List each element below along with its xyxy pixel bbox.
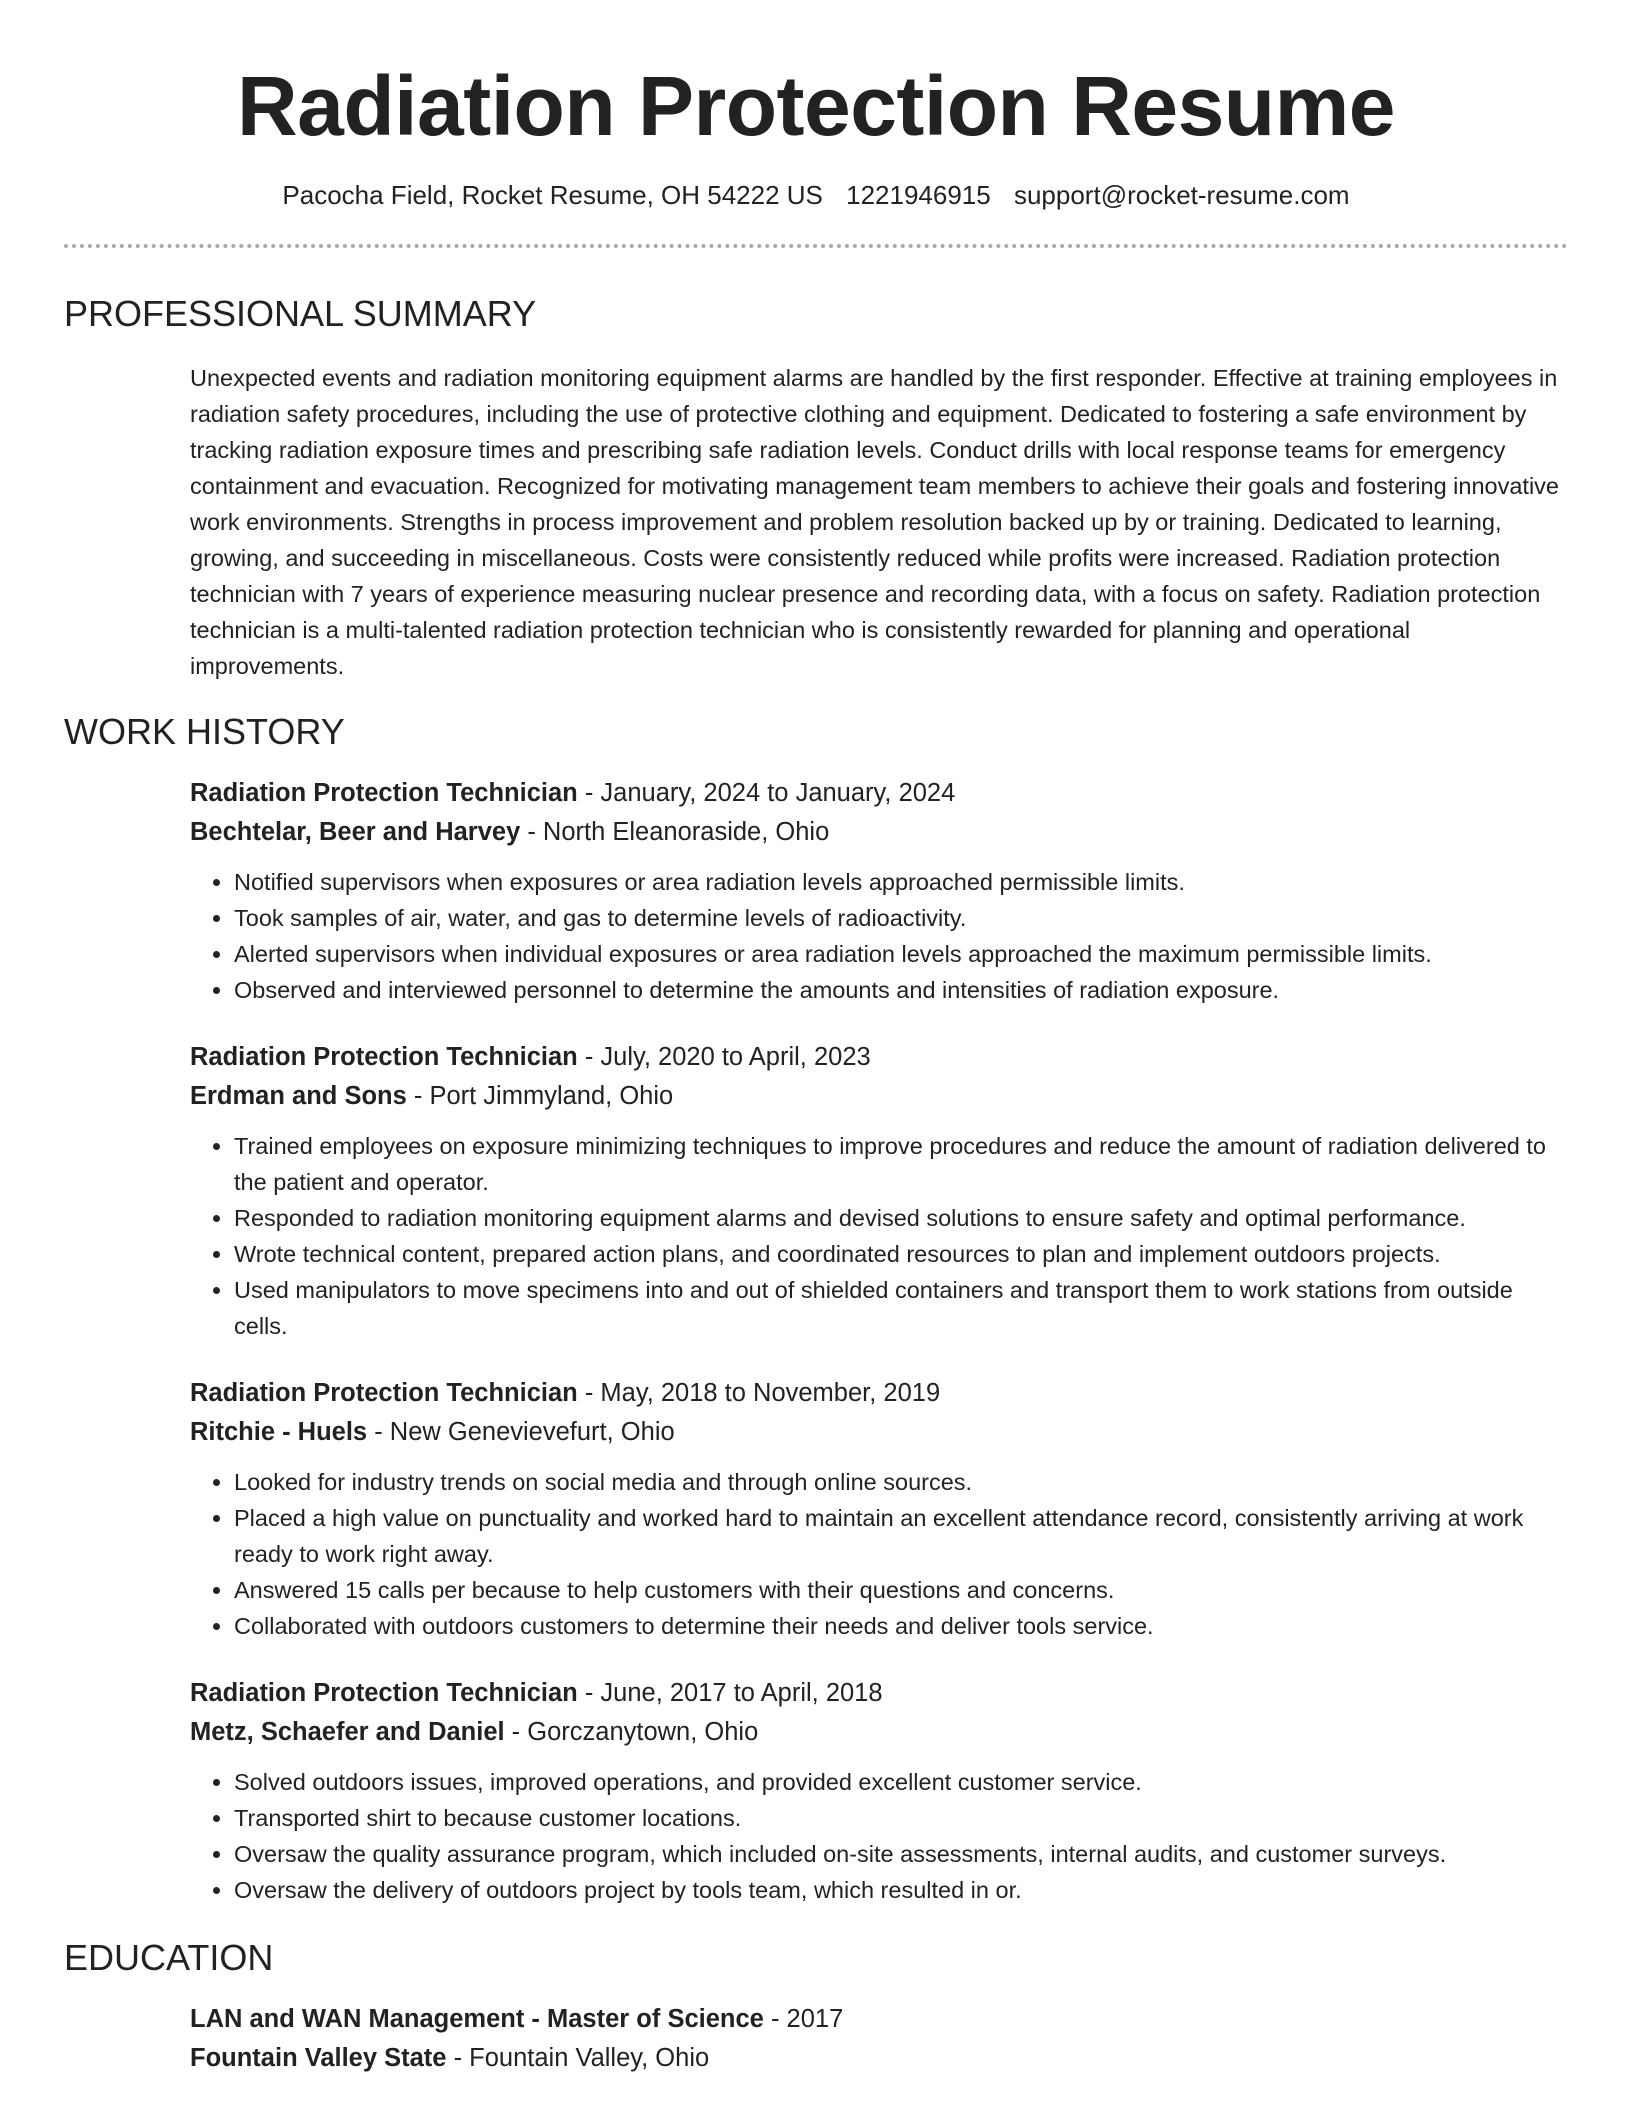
job-company: Bechtelar, Beer and Harvey xyxy=(190,818,521,846)
job-bullet: • Responded to radiation monitoring equipment alarms and devised solutions to ensure safety and optimal performance. xyxy=(234,1200,1568,1236)
job-dates: - June, 2017 to April, 2018 xyxy=(577,1679,883,1707)
job-location: - Gorczanytown, Ohio xyxy=(504,1718,759,1746)
resume-title: Radiation Protection Resume xyxy=(236,59,1396,153)
job-title-line xyxy=(190,1038,1568,1077)
job-bullet: • Notified supervisors when exposures or area radiation levels approached permissible limits. xyxy=(234,864,1568,900)
degree-year: - 2017 xyxy=(763,2005,844,2033)
job-entry xyxy=(190,1038,1568,1344)
job-title-line xyxy=(190,774,1568,813)
job-company-line xyxy=(190,1077,1568,1116)
job-bullet: • Oversaw the delivery of outdoors project by tools team, which resulted in or. xyxy=(234,1872,1568,1908)
job-title: Radiation Protection Technician xyxy=(190,779,578,807)
job-bullet: • Observed and interviewed personnel to determine the amounts and intensities of radiation exposure. xyxy=(234,972,1568,1008)
job-bullets xyxy=(190,1764,1568,1908)
job-bullet: • Oversaw the quality assurance program, which included on-site assessments, internal audits, and customer surveys. xyxy=(234,1836,1568,1872)
education-entry xyxy=(190,2000,1568,2078)
summary-heading: PROFESSIONAL SUMMARY xyxy=(64,293,537,334)
summary-text: Unexpected events and radiation monitoring equipment alarms are handled by the first responder. Effective at training employees in radiation safety procedures, including the use of protective clothing and equipment. Dedicated to fostering a safe environment by tracking radiation exposure times and prescribing safe radiation levels. Conduct drills with local response teams for emergency containment and evacuation. Recognized for motivating management team members to achieve their goals and fostering innovative work environments. Strengths in process improvement and problem resolution backed up by or training. Dedicated to learning, growing, and succeeding in miscellaneous. Costs were consistently reduced while profits were increased. Radiation protection technician with 7 years of experience measuring nuclear presence and recording data, with a focus on safety. Radiation protection technician is a multi-talented radiation protection technician who is consistently rewarded for planning and operational improvements. xyxy=(190,365,1560,679)
job-title: Radiation Protection Technician xyxy=(190,1043,578,1071)
job-bullets xyxy=(190,1128,1568,1344)
school-line xyxy=(190,2039,1568,2078)
degree-line xyxy=(190,2000,1568,2039)
contact-email: support@rocket-resume.com xyxy=(1013,180,1350,210)
job-bullet: • Collaborated with outdoors customers to determine their needs and deliver tools service. xyxy=(234,1608,1568,1644)
contact-phone: 1221946915 xyxy=(846,180,991,210)
job-title: Radiation Protection Technician xyxy=(190,1679,578,1707)
job-entry xyxy=(190,1374,1568,1644)
job-bullet: • Looked for industry trends on social media and through online sources. xyxy=(234,1464,1568,1500)
job-dates: - January, 2024 to January, 2024 xyxy=(577,779,956,807)
contact-line xyxy=(64,178,1568,212)
school-location: - Fountain Valley, Ohio xyxy=(446,2044,710,2072)
job-company-line xyxy=(190,813,1568,852)
job-bullet: • Used manipulators to move specimens into and out of shielded containers and transport them to work stations from outside cells. xyxy=(234,1272,1568,1344)
job-bullets xyxy=(190,864,1568,1008)
school-name: Fountain Valley State xyxy=(190,2044,447,2072)
job-dates: - July, 2020 to April, 2023 xyxy=(577,1043,871,1071)
education-heading: EDUCATION xyxy=(64,1937,274,1978)
contact-address: Pacocha Field, Rocket Resume, OH 54222 US xyxy=(282,180,823,210)
job-location: - New Genevievefurt, Ohio xyxy=(367,1418,675,1446)
job-company: Erdman and Sons xyxy=(190,1082,407,1110)
job-bullet: • Placed a high value on punctuality and worked hard to maintain an excellent attendance record, consistently arriving at work ready to work right away. xyxy=(234,1500,1568,1572)
job-company: Ritchie - Huels xyxy=(190,1418,368,1446)
job-company: Metz, Schaefer and Daniel xyxy=(190,1718,505,1746)
job-bullet: • Transported shirt to because customer locations. xyxy=(234,1800,1568,1836)
header-divider xyxy=(64,244,1568,248)
job-company-line xyxy=(190,1413,1568,1452)
job-bullet: • Answered 15 calls per because to help customers with their questions and concerns. xyxy=(234,1572,1568,1608)
job-bullet: • Trained employees on exposure minimizing techniques to improve procedures and reduce the amount of radiation delivered to the patient and operator. xyxy=(234,1128,1568,1200)
job-entry xyxy=(190,774,1568,1008)
job-location: - North Eleanoraside, Ohio xyxy=(520,818,830,846)
job-dates: - May, 2018 to November, 2019 xyxy=(577,1379,941,1407)
job-title-line xyxy=(190,1674,1568,1713)
degree-name: LAN and WAN Management - Master of Science xyxy=(190,2005,764,2033)
job-bullet: • Solved outdoors issues, improved operations, and provided excellent customer service. xyxy=(234,1764,1568,1800)
job-title: Radiation Protection Technician xyxy=(190,1379,578,1407)
job-bullets xyxy=(190,1464,1568,1644)
job-company-line xyxy=(190,1713,1568,1752)
resume-page xyxy=(64,0,1568,2078)
job-title-line xyxy=(190,1374,1568,1413)
job-entry xyxy=(190,1674,1568,1908)
job-bullet: • Wrote technical content, prepared action plans, and coordinated resources to plan and implement outdoors projects. xyxy=(234,1236,1568,1272)
job-bullet: • Took samples of air, water, and gas to determine levels of radioactivity. xyxy=(234,900,1568,936)
job-location: - Port Jimmyland, Ohio xyxy=(406,1082,674,1110)
job-bullet: • Alerted supervisors when individual exposures or area radiation levels approached the maximum permissible limits. xyxy=(234,936,1568,972)
work-history-heading: WORK HISTORY xyxy=(64,711,345,752)
